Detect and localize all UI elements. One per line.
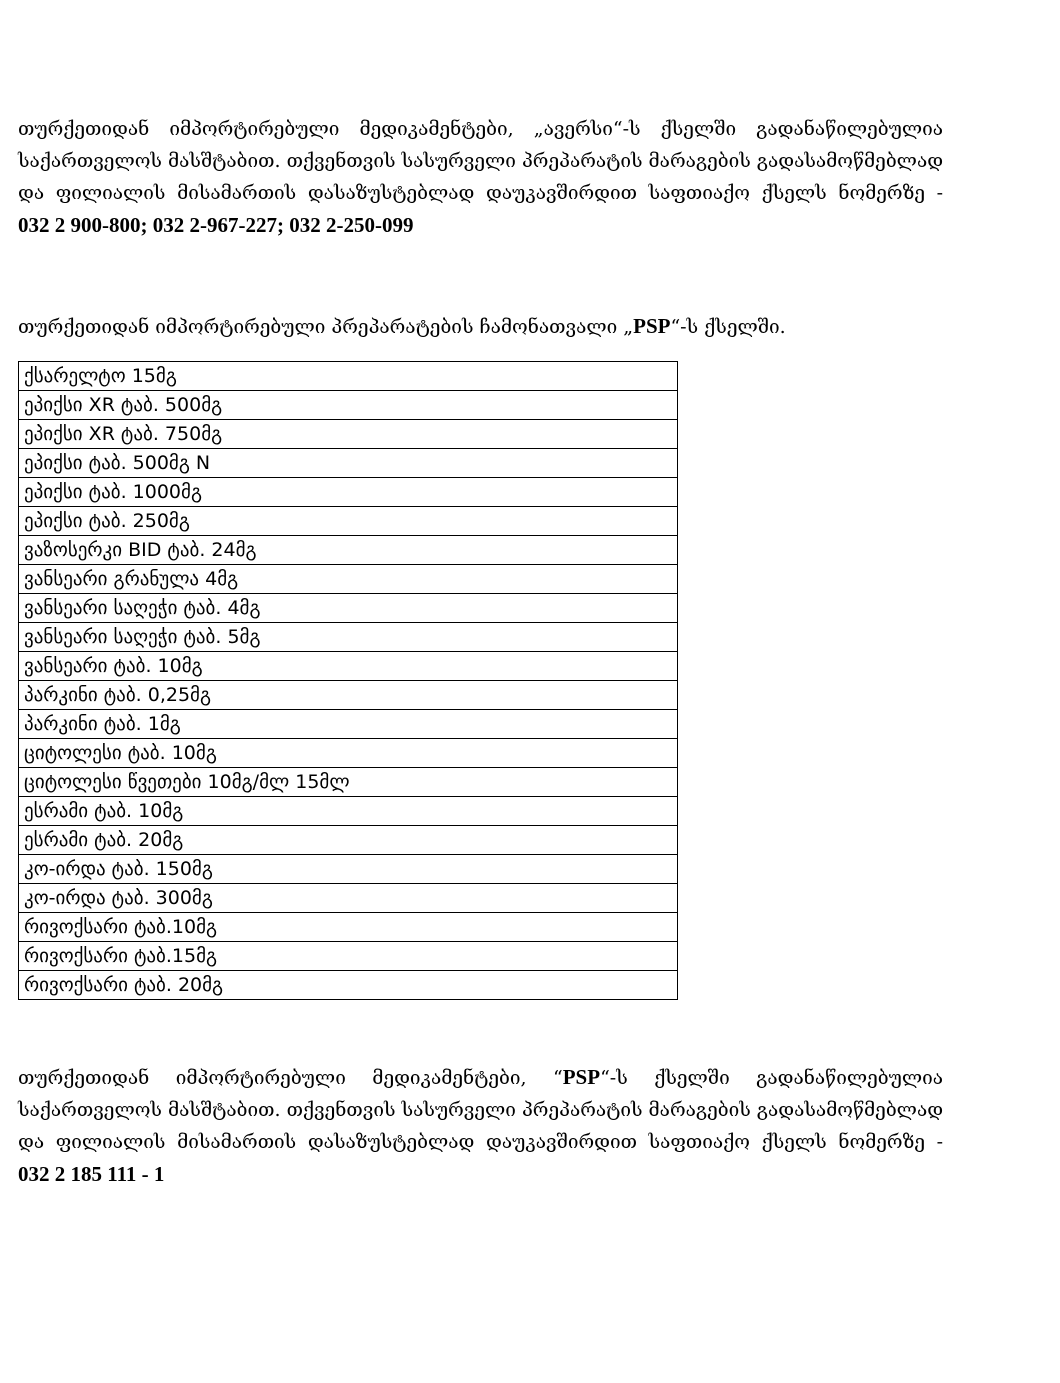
- table-row: [19, 478, 678, 507]
- aversi-notice-line-3: და ფილიალის მისამართის დასაზუსტებლად დაუკავშირდით საფთიაქო ქსელს ნომერზე -: [18, 182, 944, 204]
- drug-name-cell: ეპიქსი XR ტაბ. 500მგ: [19, 391, 678, 420]
- table-row: [19, 942, 678, 971]
- aversi-phone-numbers: 032 2 900-800; 032 2-967-227; 032 2-250-099: [18, 213, 414, 237]
- psp-list-heading-suffix: “-ს ქსელში.: [670, 316, 786, 338]
- drug-name-cell: პარკინი ტაბ. 1მგ: [19, 710, 678, 739]
- drug-name-cell: ვანსეარი გრანულა 4მგ: [19, 565, 678, 594]
- table-row: [19, 536, 678, 565]
- drug-name-cell: პარკინი ტაბ. 0,25მგ: [19, 681, 678, 710]
- psp-list-heading: [18, 310, 786, 343]
- drug-name-cell: ეპიქსი ტაბ. 250მგ: [19, 507, 678, 536]
- table-row: [19, 594, 678, 623]
- drug-name-cell: ციტოლესი ტაბ. 10მგ: [19, 739, 678, 768]
- table-row: [19, 710, 678, 739]
- table-row: [19, 362, 678, 391]
- drug-name-cell: ვანსეარი საღეჭი ტაბ. 4მგ: [19, 594, 678, 623]
- psp-notice-line-3: და ფილიალის მისამართის დასაზუსტებლად დაუკავშირდით საფთიაქო ქსელს ნომერზე -: [18, 1131, 944, 1153]
- table-row: [19, 913, 678, 942]
- table-row: [19, 797, 678, 826]
- psp-list-heading-prefix: თურქეთიდან იმპორტირებული პრეპარატების ჩამონათვალი „: [18, 316, 634, 338]
- drug-name-cell: ვანსეარი ტაბ. 10მგ: [19, 652, 678, 681]
- drug-name-cell: ციტოლესი წვეთები 10მგ/მლ 15მლ: [19, 768, 678, 797]
- table-row: [19, 652, 678, 681]
- table-row: [19, 507, 678, 536]
- table-row: [19, 420, 678, 449]
- table-row: [19, 391, 678, 420]
- drug-list-body: [19, 362, 678, 1000]
- drug-name-cell: ვაზოსერკი BID ტაბ. 24მგ: [19, 536, 678, 565]
- drug-name-cell: კო-ირდა ტაბ. 150მგ: [19, 855, 678, 884]
- aversi-notice-paragraph: [18, 113, 943, 241]
- table-row: [19, 768, 678, 797]
- psp-notice-line-2: საქართველოს მასშტაბით. თქვენთვის სასურველი პრეპარატის მარაგების გადასამოწმებლად: [18, 1099, 944, 1121]
- drug-list-table: [18, 361, 678, 1000]
- psp-phone-numbers: 032 2 185 111 - 1: [18, 1162, 165, 1186]
- table-row: [19, 826, 678, 855]
- psp-notice-brand: PSP: [562, 1065, 601, 1089]
- psp-notice-line-1: [18, 1061, 943, 1094]
- aversi-notice-line-2: საქართველოს მასშტაბით. თქვენთვის სასურველი პრეპარატის მარაგების გადასამოწმებლად: [18, 150, 944, 172]
- table-row: [19, 884, 678, 913]
- table-row: [19, 565, 678, 594]
- drug-name-cell: ვანსეარი საღეჭი ტაბ. 5მგ: [19, 623, 678, 652]
- table-row: [19, 449, 678, 478]
- table-row: [19, 971, 678, 1000]
- psp-notice-line-1-prefix: თურქეთიდან იმპორტირებული მედიკამენტები, “: [18, 1067, 563, 1089]
- table-row: [19, 855, 678, 884]
- drug-name-cell: ეპიქსი ტაბ. 500მგ N: [19, 449, 678, 478]
- table-row: [19, 623, 678, 652]
- psp-list-heading-brand: PSP: [633, 314, 671, 338]
- table-row: [19, 739, 678, 768]
- drug-name-cell: ეპიქსი XR ტაბ. 750მგ: [19, 420, 678, 449]
- drug-name-cell: რივოქსარი ტაბ. 20მგ: [19, 971, 678, 1000]
- psp-notice-paragraph: [18, 1061, 943, 1190]
- drug-name-cell: ეპიქსი ტაბ. 1000მგ: [19, 478, 678, 507]
- psp-notice-line-1-suffix: “-ს ქსელში გადანაწილებულია: [600, 1067, 944, 1089]
- drug-name-cell: რივოქსარი ტაბ.10მგ: [19, 913, 678, 942]
- table-row: [19, 681, 678, 710]
- drug-name-cell: ქსარელტო 15მგ: [19, 362, 678, 391]
- aversi-notice-line-1: თურქეთიდან იმპორტირებული მედიკამენტები, „ავერსი“-ს ქსელში გადანაწილებულია: [18, 118, 944, 140]
- drug-name-cell: ესრამი ტაბ. 10მგ: [19, 797, 678, 826]
- drug-name-cell: რივოქსარი ტაბ.15მგ: [19, 942, 678, 971]
- drug-name-cell: კო-ირდა ტაბ. 300მგ: [19, 884, 678, 913]
- drug-name-cell: ესრამი ტაბ. 20მგ: [19, 826, 678, 855]
